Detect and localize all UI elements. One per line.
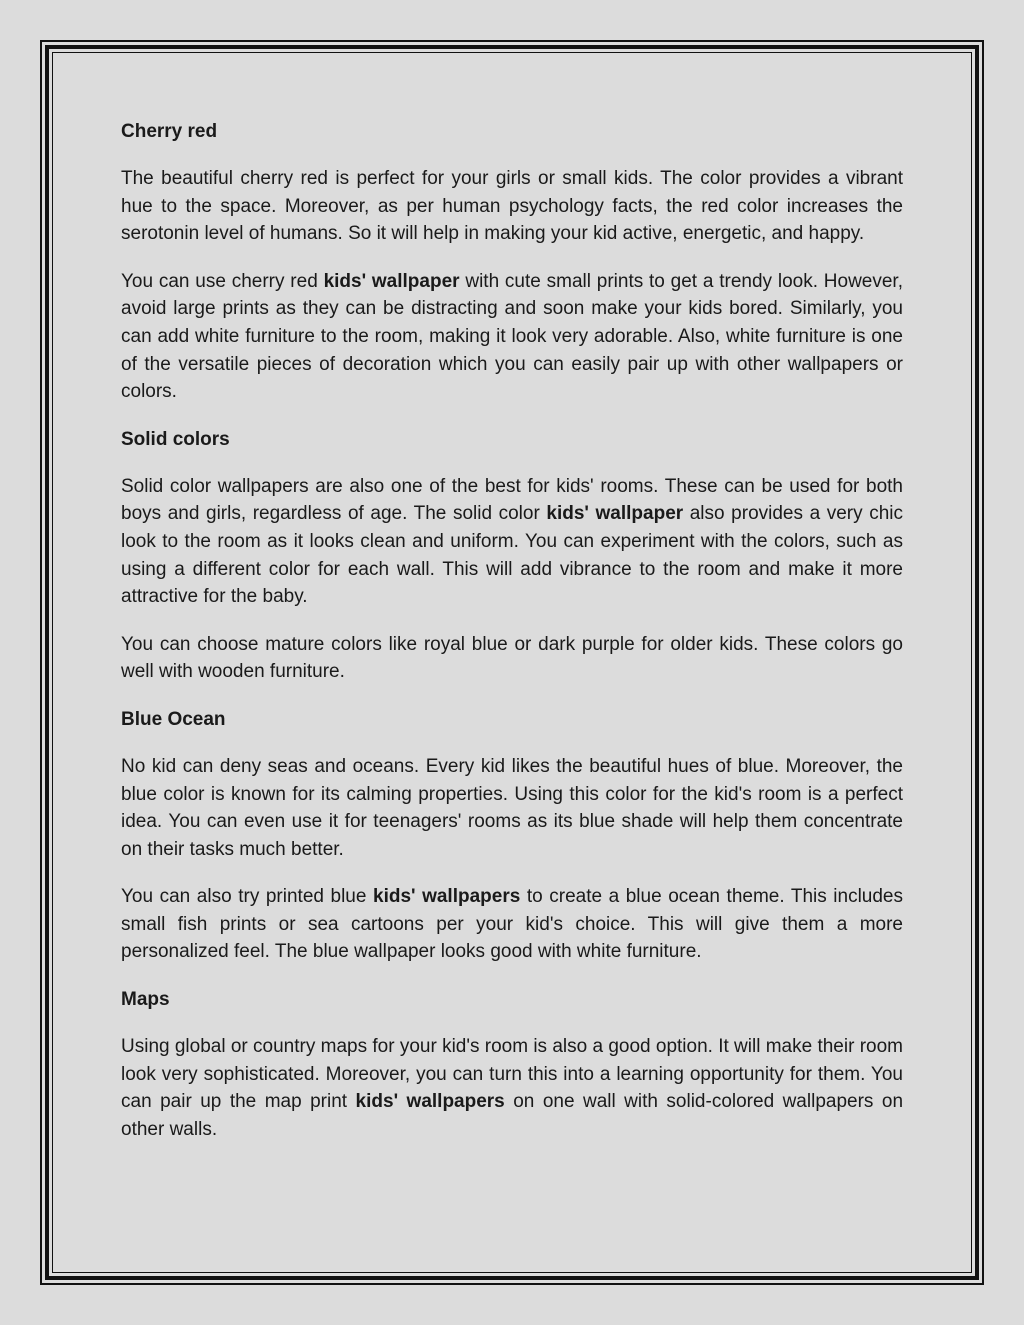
document-body	[121, 118, 903, 1163]
section-heading: Solid colors	[121, 428, 230, 450]
paragraph-text: with cute small prints to get a trendy look. However, avoid large prints as they can be distracting and soon make your kids bored. Similarly, you can add white furniture to the room, making it look very adorable. Also, white furniture is one of the versatile pieces of decoration which you can easily pair up with other wallpapers or colors.	[121, 270, 903, 403]
paragraph	[121, 165, 903, 248]
paragraph	[121, 883, 903, 966]
keyword-link: kids' wallpaper	[323, 270, 460, 292]
paragraph-text: The beautiful cherry red is perfect for your girls or small kids. The color provides a vibrant hue to the space. Moreover, as per human psychology facts, the red color increases the serotonin level of humans. So it will help in making your kid active, energetic, and happy.	[121, 168, 903, 245]
paragraph	[121, 631, 903, 686]
paragraph-text: No kid can deny seas and oceans. Every kid likes the beautiful hues of blue. Moreover, the blue color is known for its calming properties. Using this color for the kid's room is a perfect idea. You can even use it for teenagers' rooms as its blue shade will help them concentrate on their tasks much better.	[121, 755, 903, 860]
paragraph-text: on one wall with solid-colored wallpapers on other walls.	[121, 1091, 904, 1140]
section-heading: Maps	[121, 989, 170, 1011]
section-solid-colors	[121, 426, 903, 686]
paragraph	[121, 753, 903, 863]
paragraph-text: Solid color wallpapers are also one of the best for kids' rooms. These can be used for both boys and girls, regardless of age. The solid color	[121, 475, 903, 525]
paragraph-text: You can also try printed blue	[121, 886, 373, 908]
paragraph	[121, 473, 903, 611]
section-blue-ocean	[121, 706, 903, 966]
paragraph-text: also provides a very chic look to the room as it looks clean and uniform. You can experiment with the colors, such as using a different color for each wall. This will add vibrance to the room and make it more attractive for the baby.	[121, 503, 903, 608]
paragraph-text: You can use cherry red	[121, 270, 324, 292]
keyword-link: kids' wallpapers	[373, 886, 521, 908]
section-heading: Cherry red	[121, 121, 218, 142]
paragraph	[121, 268, 903, 406]
section-cherry-red	[121, 118, 903, 406]
paragraph-text: You can choose mature colors like royal blue or dark purple for older kids. These colors go well with wooden furniture.	[121, 633, 903, 683]
paragraph-text: Using global or country maps for your kid's room is also a good option. It will make their room look very sophisticated. Moreover, you can turn this into a learning opportunity for them. You can pair up the map print	[121, 1036, 903, 1113]
section-maps	[121, 986, 903, 1143]
keyword-link: kids' wallpaper	[546, 503, 684, 525]
section-heading: Blue Ocean	[121, 708, 226, 730]
keyword-link: kids' wallpapers	[355, 1091, 505, 1113]
paragraph-text: to create a blue ocean theme. This includes small fish prints or sea cartoons per your kid's choice. This will give them a more personalized feel. The blue wallpaper looks good with white furniture.	[121, 886, 903, 963]
paragraph	[121, 1033, 903, 1143]
